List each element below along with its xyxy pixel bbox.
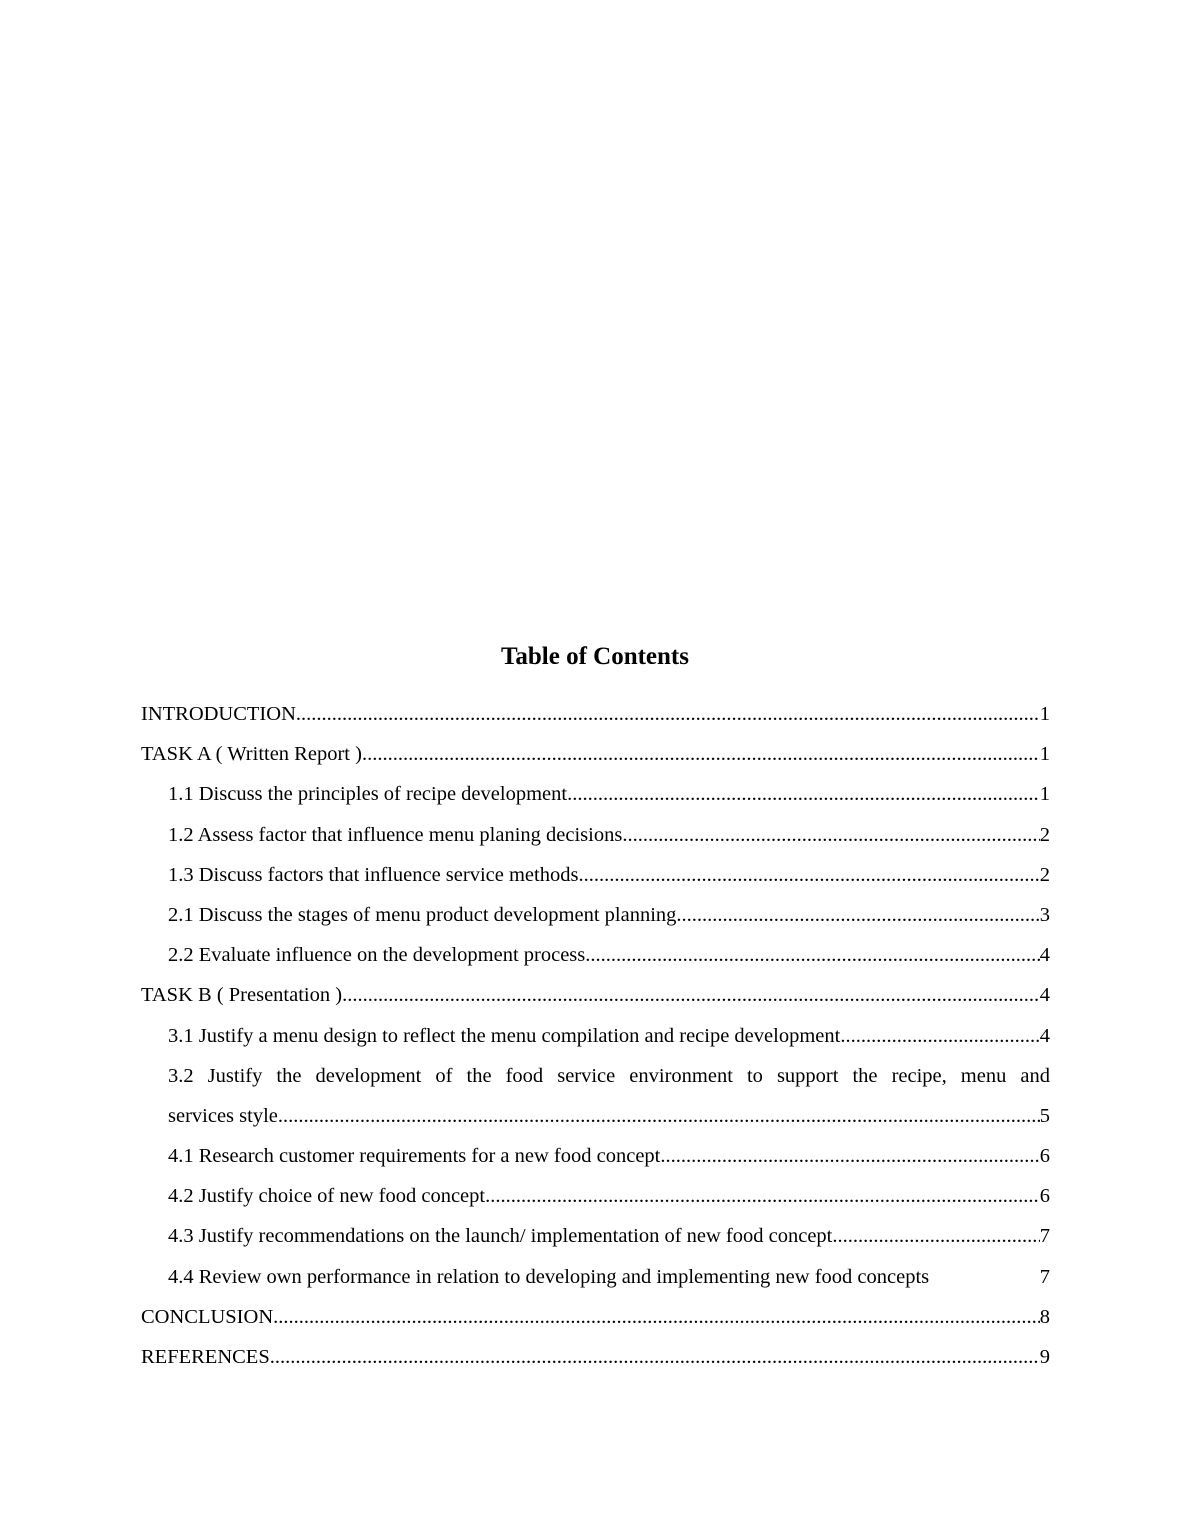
- toc-entry-label: 3.1 Justify a menu design to reflect the menu compilation and recipe development: [168, 1024, 841, 1047]
- toc-leader-dots: [278, 1096, 1040, 1136]
- toc-entry-label: INTRODUCTION: [141, 703, 296, 725]
- toc-entry-label: REFERENCES: [141, 1346, 270, 1368]
- toc-leader-dots: [485, 1176, 1040, 1216]
- toc-entry-label: 1.2 Assess factor that influence menu planing decisions: [168, 823, 623, 846]
- toc-entry-1-2[interactable]: [141, 815, 1050, 855]
- toc-entry-label: 4.4 Review own performance in relation to developing and implementing new food concepts: [168, 1265, 930, 1288]
- toc-entry-page: 9: [1039, 1346, 1050, 1368]
- toc-entry-page: 7: [1039, 1225, 1050, 1248]
- toc-entry-line2: [168, 1096, 1050, 1136]
- toc-leader-dots: [660, 1136, 1039, 1176]
- toc-entry-page: 3: [1039, 903, 1050, 926]
- toc-leader-dots: [362, 734, 1040, 774]
- toc-leader-dots: [585, 935, 1039, 975]
- toc-entry-label: 4.3 Justify recommendations on the launch/ implementation of new food concept: [168, 1225, 833, 1248]
- toc-entry-page: 2: [1039, 823, 1050, 846]
- toc-entry-page: 4: [1039, 944, 1050, 967]
- toc-entry-page: 8: [1039, 1305, 1050, 1328]
- toc-entry-task-b[interactable]: [141, 975, 1050, 1015]
- toc-entry-label: CONCLUSION: [141, 1305, 274, 1328]
- toc-entry-page: 7: [1039, 1265, 1050, 1288]
- toc-entry-label-line1: 3.2 Justify the development of the food service environment to support the recipe, menu and: [168, 1064, 1050, 1087]
- toc-title: Table of Contents: [501, 643, 689, 670]
- toc-entry-4-2[interactable]: [141, 1176, 1050, 1216]
- toc-entry-label: 2.2 Evaluate influence on the development process: [168, 944, 586, 967]
- toc-leader-dots: [270, 1337, 1040, 1377]
- toc-entry-3-1[interactable]: [141, 1016, 1050, 1056]
- toc-entry-label: 4.2 Justify choice of new food concept: [168, 1185, 486, 1208]
- toc-entry-page: 4: [1039, 1024, 1050, 1047]
- toc-entry-page: 2: [1039, 863, 1050, 886]
- toc-entry-page: 6: [1039, 1185, 1050, 1208]
- toc-leader-dots: [296, 694, 1040, 734]
- toc-entry-page: 5: [1039, 1104, 1050, 1127]
- toc-entry-1-3[interactable]: [141, 855, 1050, 895]
- toc-entry-3-2[interactable]: [141, 1056, 1050, 1136]
- toc-entry-page: 1: [1039, 743, 1050, 766]
- toc-entry-label: 1.1 Discuss the principles of recipe development: [168, 783, 568, 806]
- toc-leader-dots: [567, 774, 1040, 814]
- toc-leader-dots: [578, 855, 1039, 895]
- toc-entry-page: 6: [1039, 1145, 1050, 1168]
- toc-entry-label: 4.1 Research customer requirements for a new food concept: [168, 1145, 661, 1168]
- toc-entry-4-3[interactable]: [141, 1216, 1050, 1256]
- toc-entry-label: 2.1 Discuss the stages of menu product development planning: [168, 903, 677, 926]
- toc-entry-page: 1: [1039, 783, 1050, 806]
- toc-entry-label: TASK A ( Written Report ): [141, 743, 362, 766]
- toc-entry-1-1[interactable]: [141, 774, 1050, 814]
- toc-entry-2-1[interactable]: [141, 895, 1050, 935]
- toc-leader-dots: [676, 895, 1039, 935]
- toc-leader-dots: [273, 1297, 1040, 1337]
- toc-leader-dots: [622, 815, 1039, 855]
- toc-leader-dots: [342, 975, 1040, 1015]
- toc-entry-references[interactable]: [141, 1337, 1050, 1377]
- toc-entry-2-2[interactable]: [141, 935, 1050, 975]
- toc-entry-label-line2: services style: [168, 1104, 278, 1127]
- toc-entry-4-4[interactable]: [141, 1257, 1050, 1297]
- toc-entry-label: 1.3 Discuss factors that influence service methods: [168, 863, 579, 886]
- toc-entry-page: 1: [1039, 703, 1050, 725]
- toc-entry-task-a[interactable]: [141, 734, 1050, 774]
- toc-entry-4-1[interactable]: [141, 1136, 1050, 1176]
- toc-entry-conclusion[interactable]: [141, 1297, 1050, 1337]
- table-of-contents: [141, 694, 1050, 1377]
- toc-entry-page: 4: [1039, 984, 1050, 1007]
- toc-leader-dots: [840, 1016, 1039, 1056]
- toc-entry-introduction[interactable]: [141, 694, 1050, 734]
- toc-entry-label: TASK B ( Presentation ): [141, 984, 343, 1007]
- toc-leader-dots: [832, 1216, 1039, 1256]
